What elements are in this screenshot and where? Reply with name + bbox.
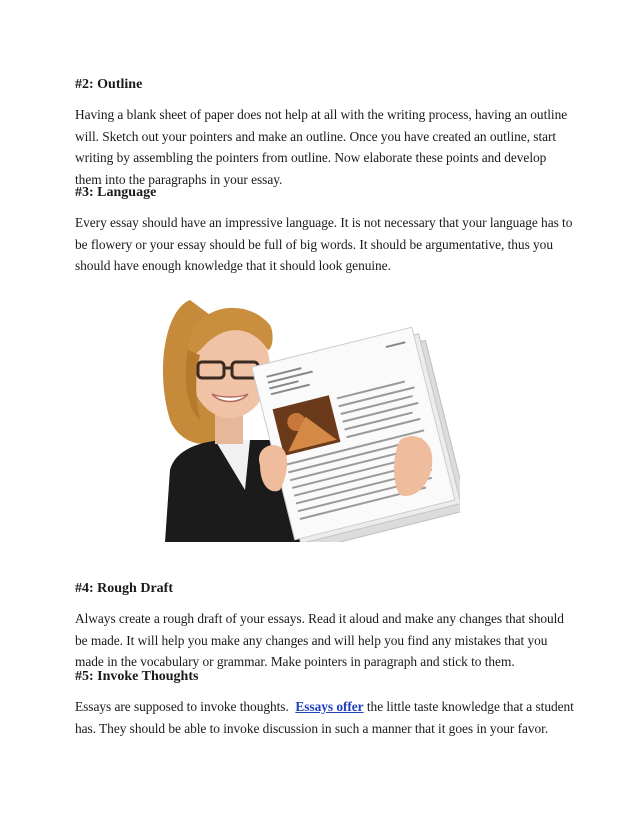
section-rough-draft [75,580,575,673]
body-text-before-link: Essays are supposed to invoke thoughts. [75,699,289,714]
section-heading-invoke-thoughts: #5: Invoke Thoughts [75,669,199,684]
body-text-after-link: the little taste knowledge that a student has. They should be able to invoke discussion in such a manner that it goes in your favor. [75,699,574,736]
essays-offer-link[interactable]: Essays offer [295,699,364,714]
section-invoke-thoughts [75,668,575,739]
section-outline [75,76,575,190]
section-language [75,184,575,277]
section-body-outline: Having a blank sheet of paper does not help at all with the writing process, having an outline will. Sketch out your pointers and make an outline. Once you have created an outline, start writing by assembling the pointers from outline. Now elaborate these points and develop them into the paragraphs in your essay. [75,107,568,187]
section-body-rough-draft: Always create a rough draft of your essays. Read it aloud and make any changes that should be made. It will help you make any changes and will help you find any mistakes that you made in the vocabulary or grammar. Make pointers in paragraph and stick to them. [75,611,564,669]
section-heading-language: #3: Language [75,185,157,200]
section-body-language: Every essay should have an impressive language. It is not necessary that your language has to be flowery or your essay should be full of big words. It should be argumentative, thus you should have enough knowledge that it should look genuine. [75,215,573,273]
section-heading-outline: #2: Outline [75,77,143,92]
section-body-invoke-thoughts [75,696,575,739]
section-heading-rough-draft: #4: Rough Draft [75,581,173,596]
woman-holding-essay-papers-illustration [160,290,460,542]
